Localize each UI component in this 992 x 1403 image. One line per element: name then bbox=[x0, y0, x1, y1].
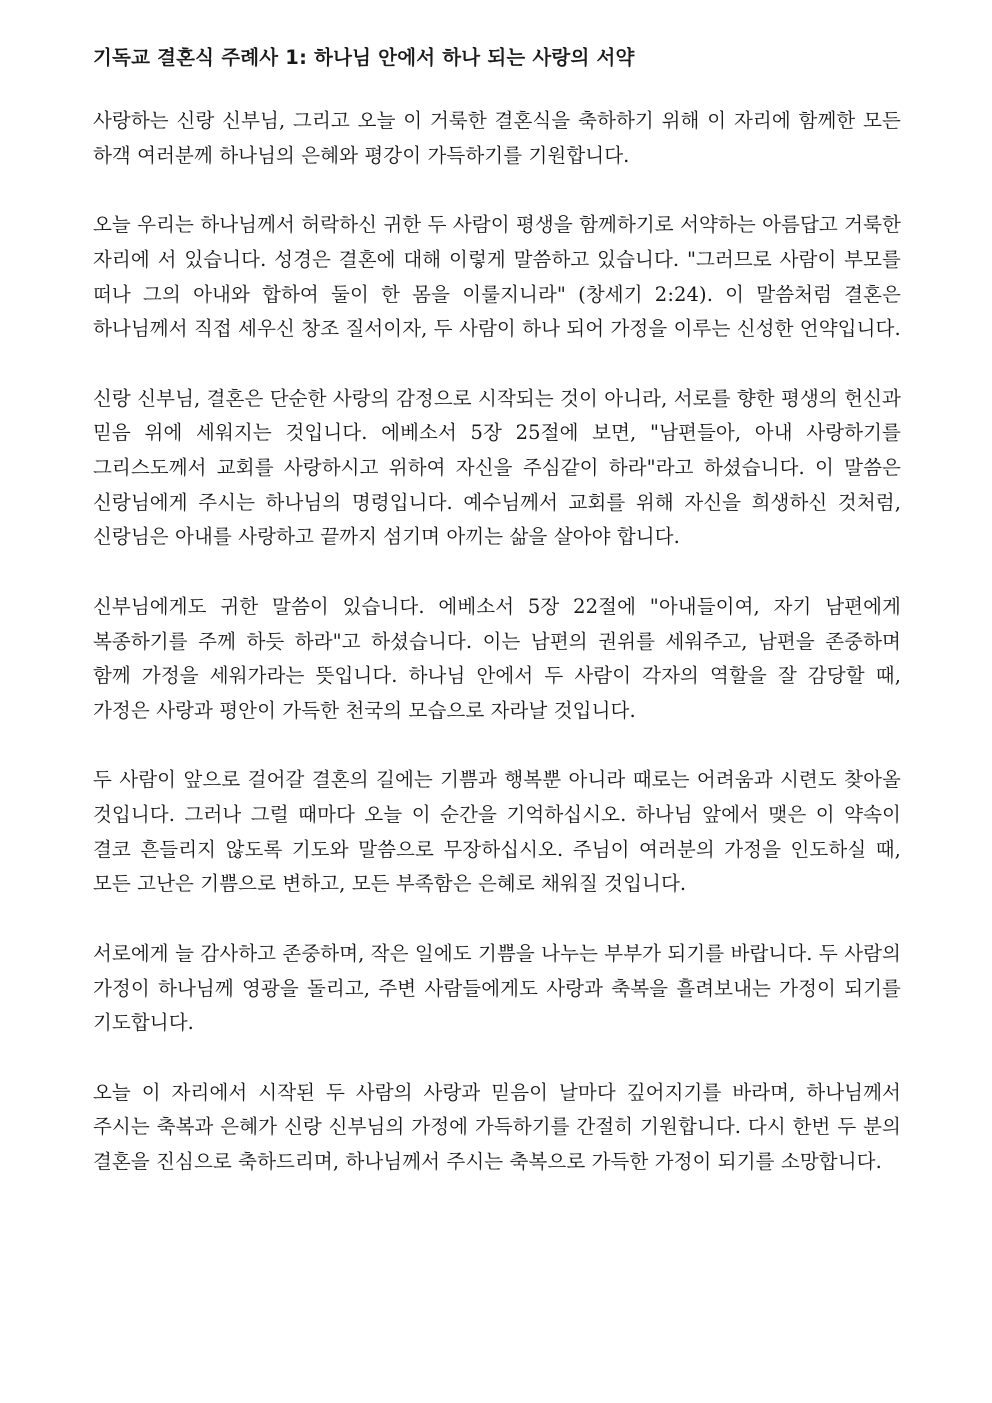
paragraph-greeting: 사랑하는 신랑 신부님, 그리고 오늘 이 거룩한 결혼식을 축하하기 위해 이 자리에 함께한 모든 하객 여러분께 하나님의 은혜와 평강이 가득하기를 기원합니다. bbox=[93, 109, 901, 167]
paragraph-bride: 신부님에게도 귀한 말씀이 있습니다. 에베소서 5장 22절에 "아내들이여, 자기 남편에게 복종하기를 주께 하듯 하라"고 하셨습니다. 이는 남편의 권위를 세워주고, 남편을 존중하며 함께 가정을 세워가라는 뜻입니다. 하나님 안에서 두 사람이 각자의 역할을 잘 감당할 때, 가정은 사랑과 평안이 가득한 천국의 모습으로 자라날 것입니다. bbox=[93, 594, 901, 722]
document-title: 기독교 결혼식 주례사 1: 하나님 안에서 하나 되는 사랑의 서약 bbox=[93, 46, 635, 69]
paragraph-groom: 신랑 신부님, 결혼은 단순한 사랑의 감정으로 시작되는 것이 아니라, 서로를 향한 평생의 헌신과 믿음 위에 세워지는 것입니다. 에베소서 5장 25절에 보면, "남편들아, 아내 사랑하기를 그리스도께서 교회를 사랑하시고 위하여 자신을 주심같이 하라"라고 하셨습니다. 이 말씀은 신랑님에게 주시는 하나님의 명령입니다. 예수님께서 교회를 위해 자신을 희생하신 것처럼, 신랑님은 아내를 사랑하고 끝까지 섬기며 아끼는 삶을 살아야 합니다. bbox=[93, 386, 901, 549]
paragraph-closing: 오늘 이 자리에서 시작된 두 사람의 사랑과 믿음이 날마다 깊어지기를 바라며, 하나님께서 주시는 축복과 은혜가 신랑 신부님의 가정에 가득하기를 간절히 기원합니다. 다시 한번 두 분의 결혼을 진심으로 축하드리며, 하나님께서 주시는 축복으로 가득한 가정이 되기를 소망합니다. bbox=[93, 1080, 901, 1173]
document-page bbox=[93, 38, 901, 1180]
paragraph-gratitude: 서로에게 늘 감사하고 존중하며, 작은 일에도 기쁨을 나누는 부부가 되기를 바랍니다. 두 사람의 가정이 하나님께 영광을 돌리고, 주변 사람들에게도 사랑과 축복을 흘려보내는 가정이 되기를 기도합니다. bbox=[93, 941, 901, 1035]
paragraph-trials: 두 사람이 앞으로 걸어갈 결혼의 길에는 기쁨과 행복뿐 아니라 때로는 어려움과 시련도 찾아올 것입니다. 그러나 그럴 때마다 오늘 이 순간을 기억하십시오. 하나님 앞에서 맺은 이 약속이 결코 흔들리지 않도록 기도와 말씀으로 무장하십시오. 주님이 여러분의 가정을 인도하실 때, 모든 고난은 기쁨으로 변하고, 모든 부족함은 은혜로 채워질 것입니다. bbox=[93, 768, 901, 896]
paragraph-genesis: 오늘 우리는 하나님께서 허락하신 귀한 두 사람이 평생을 함께하기로 서약하는 아름답고 거룩한 자리에 서 있습니다. 성경은 결혼에 대해 이렇게 말씀하고 있습니다. "그러므로 사람이 부모를 떠나 그의 아내와 합하여 둘이 한 몸을 이룰지니라" (창세기 2:24). 이 말씀처럼 결혼은 하나님께서 직접 세우신 창조 질서이자, 두 사람이 하나 되어 가정을 이루는 신성한 언약입니다. bbox=[93, 213, 901, 341]
